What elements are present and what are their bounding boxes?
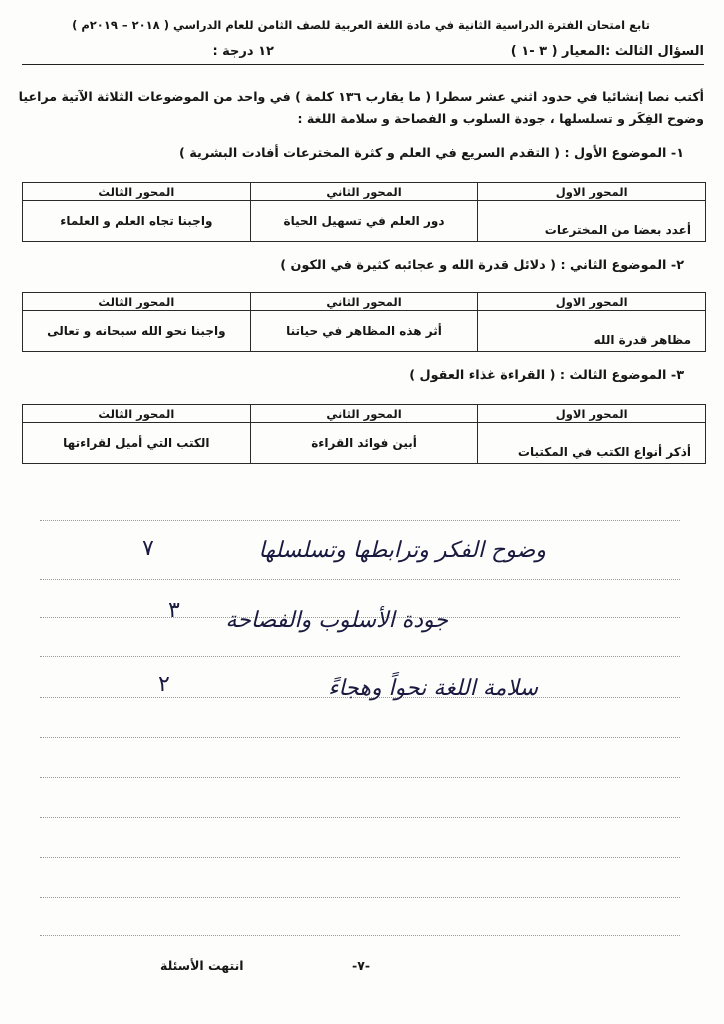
table-cell: الكتب التي أميل لقراءتها	[23, 423, 251, 464]
table-header: المحور الثاني	[250, 293, 478, 311]
table-cell: واجبنا نحو الله سبحانه و تعالى	[23, 311, 251, 352]
table-cell: أعدد بعضا من المخترعات	[478, 201, 706, 242]
handwritten-criterion-1: وضوح الفكر وترابطها وتسلسلها	[258, 538, 546, 563]
table-cell: أذكر أنواع الكتب في المكتبات	[478, 423, 706, 464]
table-header: المحور الثالث	[23, 183, 251, 201]
topic-1-table	[22, 182, 706, 242]
writing-line	[40, 737, 680, 738]
writing-line	[40, 817, 680, 818]
topic-3-table	[22, 404, 706, 464]
table-header: المحور الثاني	[250, 405, 478, 423]
topic-2-table	[22, 292, 706, 352]
table-cell: مظاهر قدرة الله	[478, 311, 706, 352]
topic-3-title: ٣- الموضوع الثالث : ( القراءة غذاء العقول )	[409, 368, 684, 383]
table-header: المحور الاول	[478, 405, 706, 423]
table-cell: أبين فوائد القراءة	[250, 423, 478, 464]
writing-line	[40, 935, 680, 936]
writing-line	[40, 857, 680, 858]
handwritten-score-2: ٣	[168, 598, 180, 623]
exam-header: تابع امتحان الفترة الدراسية الثانية في مادة اللغة العربية للصف الثامن للعام الدراسي ( ٢٠١٨ – ٢٠١٩م )	[72, 18, 650, 32]
handwritten-criterion-2: جودة الأسلوب والفصاحة	[225, 608, 448, 633]
page-number: -٧-	[352, 958, 371, 973]
question-label: السؤال الثالث :المعيار ( ٣ -١ )	[510, 44, 704, 59]
table-cell: دور العلم في تسهيل الحياة	[250, 201, 478, 242]
question-marks: ١٢ درجة :	[212, 44, 274, 59]
writing-line	[40, 777, 680, 778]
table-header: المحور الثالث	[23, 293, 251, 311]
table-cell: أثر هذه المظاهر في حياتنا	[250, 311, 478, 352]
instruction-text: أكتب نصا إنشائيا في حدود اثني عشر سطرا ( ما يقارب ١٣٦ كلمة ) في واحد من الموضوعات الثلاثة الآتية مراعيا وضوح الفِكَر و تسلسلها ، جودة السلوب و الفصاحة و سلامة اللغة :	[18, 89, 704, 126]
table-header: المحور الاول	[478, 293, 706, 311]
table-header: المحور الثالث	[23, 405, 251, 423]
writing-line	[40, 579, 680, 580]
writing-line	[40, 897, 680, 898]
table-header: المحور الاول	[478, 183, 706, 201]
writing-line	[40, 520, 680, 521]
handwritten-score-3: ٢	[158, 672, 170, 697]
writing-line	[40, 656, 680, 657]
handwritten-score-1: ٧	[142, 536, 154, 561]
end-of-questions: انتهت الأسئلة	[160, 958, 244, 973]
topic-2-title: ٢- الموضوع الثاني : ( دلائل قدرة الله و عجائبه كثيرة في الكون )	[280, 258, 684, 273]
handwritten-criterion-3: سلامة اللغة نحواً وهجاءً	[328, 676, 538, 701]
question-line	[22, 44, 704, 65]
table-cell: واجبنا تجاه العلم و العلماء	[23, 201, 251, 242]
table-header: المحور الثاني	[250, 183, 478, 201]
topic-1-title: ١- الموضوع الأول : ( التقدم السريع في العلم و كثرة المخترعات أفادت البشرية )	[178, 146, 684, 161]
